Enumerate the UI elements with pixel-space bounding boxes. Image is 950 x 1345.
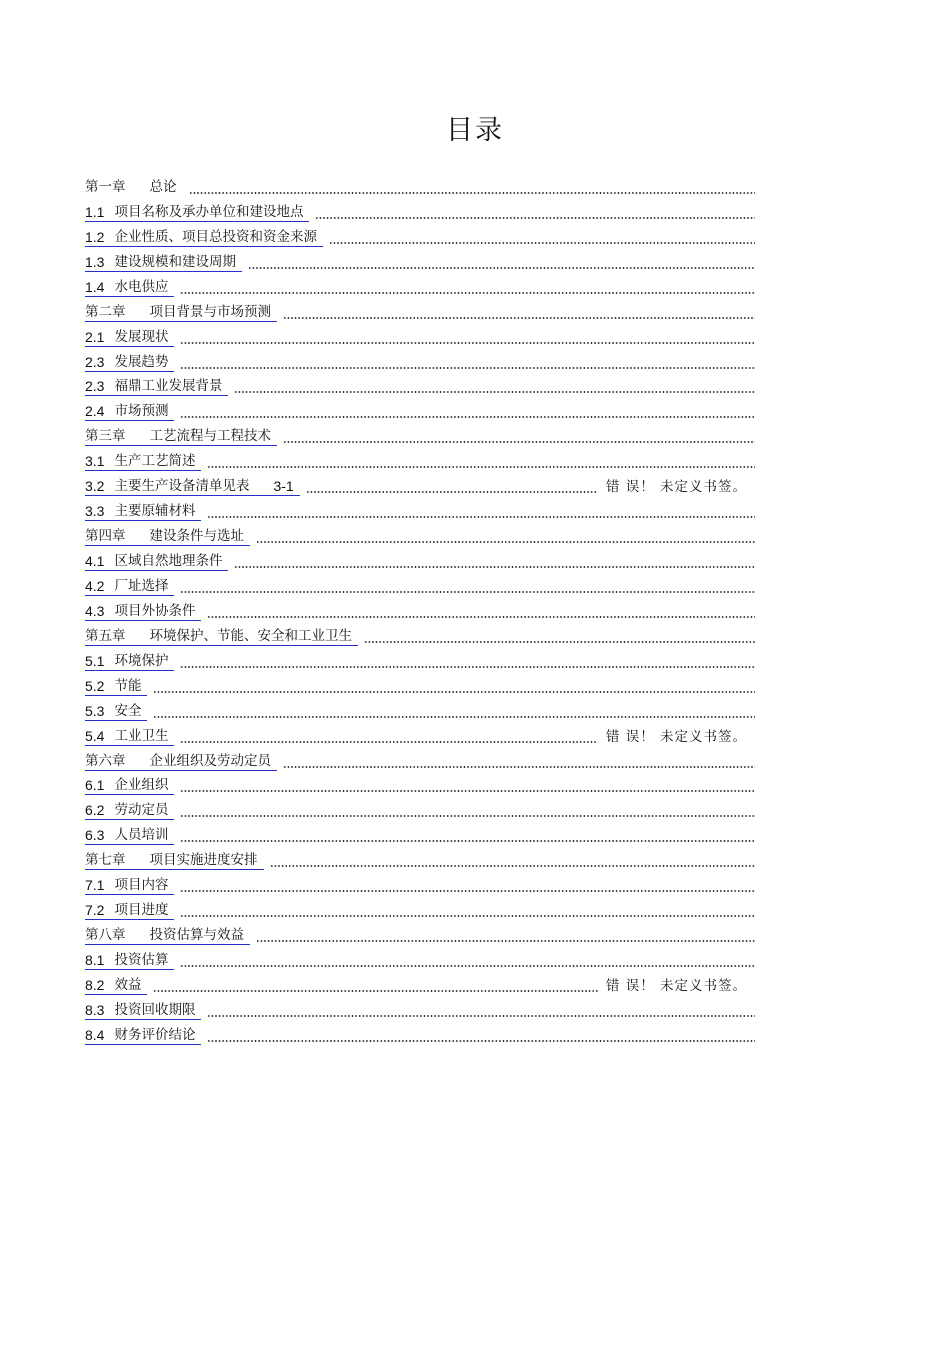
toc-entry-link[interactable] [85,377,228,396]
toc-entry-number: 1.2 [85,228,105,245]
toc-entry[interactable] [85,970,747,995]
toc-entry-label: 环境保护 [114,652,169,669]
toc-entry-link[interactable] [85,328,174,347]
dot-leader [270,865,756,867]
toc-entry[interactable] [85,471,747,496]
dot-leader [180,965,755,967]
toc-entry-number: 7.1 [85,877,105,894]
toc-entry-number: 1.4 [85,278,105,295]
toc-entry[interactable] [85,446,755,471]
toc-entry-link[interactable] [85,702,147,721]
dot-leader [234,566,755,568]
toc-entry[interactable] [85,920,755,945]
toc-entry-label: 项目内容 [114,877,169,894]
toc-entry[interactable] [85,222,755,247]
toc-entry[interactable] [85,895,755,920]
dot-leader [180,840,755,842]
toc-entry-label: 项目进度 [114,902,169,919]
toc-entry-link[interactable] [85,577,174,596]
dot-leader [180,591,755,593]
toc-entry-number: 2.3 [85,353,105,370]
toc-entry-table-ref: 3-1 [273,478,294,495]
dot-leader [283,317,755,319]
toc-entry[interactable] [85,646,755,671]
toc-entry-page-ref: 错 误！ 未定义书签。 [605,977,747,994]
toc-entry-link[interactable] [85,477,300,496]
toc-entry-link[interactable] [85,901,174,920]
dot-leader [207,466,755,468]
toc-entry-label: 节能 [114,677,142,694]
toc-entry-label: 企业性质、项目总投资和资金来源 [114,228,317,245]
toc-entry[interactable] [85,845,755,870]
toc-entry-label: 市场预测 [114,403,169,420]
toc-entry-label: 项目名称及承办单位和建设地点 [114,203,304,220]
toc-entry-page-ref: 错 误！ 未定义书签。 [605,728,747,745]
toc-entry-number: 7.2 [85,902,105,919]
toc-entry-link[interactable] [85,627,358,646]
toc-entry[interactable] [85,671,755,696]
toc-entry-label: 劳动定员 [114,802,169,819]
toc-entry-number: 8.4 [85,1026,105,1043]
toc-entry-label: 主要生产设备清单见表 [114,478,250,495]
toc-entry-link[interactable] [85,253,242,272]
toc-entry-page-ref: 错 误！ 未定义书签。 [605,479,747,496]
toc-entry-label: 环境保护、节能、安全和工业卫生 [149,627,352,644]
toc-entry-link[interactable] [85,228,323,247]
toc-entry[interactable] [85,771,755,796]
toc-entry[interactable] [85,272,755,297]
toc-entry-link[interactable] [85,776,174,795]
toc-entry-label: 投资估算 [114,952,169,968]
toc-entry-link[interactable] [85,1001,201,1020]
dot-leader [207,516,755,518]
toc-entry-label: 企业组织 [114,777,169,794]
dot-leader [180,741,597,743]
table-of-contents [85,172,755,1045]
toc-entry-label: 水电供应 [114,278,169,295]
toc-entry-label: 工业卫生 [114,727,169,744]
dot-leader [256,940,755,942]
toc-entry-link[interactable] [85,951,174,970]
toc-entry[interactable] [85,621,755,646]
toc-entry-number: 1.1 [85,203,105,220]
dot-leader [207,1040,755,1042]
toc-entry-number: 2.1 [85,328,105,345]
toc-entry-number: 6.3 [85,827,105,844]
toc-entry-link[interactable] [85,677,147,696]
toc-entry-link[interactable] [85,552,228,571]
toc-entry[interactable] [85,571,755,596]
toc-entry-number: 第七章 [85,852,126,869]
toc-entry-link[interactable] [85,752,277,771]
toc-entry-number: 4.3 [85,602,105,619]
toc-entry-link[interactable] [85,527,250,546]
toc-entry-link[interactable] [85,178,183,197]
toc-entry-number: 2.4 [85,403,105,420]
toc-entry-number: 3.3 [85,503,105,520]
toc-entry[interactable] [85,322,755,347]
toc-entry-label: 建设规模和建设周期 [114,253,236,270]
toc-entry-number: 5.4 [85,727,105,744]
toc-entry-label: 总论 [149,178,177,195]
toc-entry[interactable] [85,1020,755,1045]
toc-entry-number: 3.1 [85,453,105,470]
dot-leader [234,391,755,393]
toc-entry-label: 效益 [114,976,142,993]
toc-entry[interactable] [85,197,755,222]
dot-leader [153,990,597,992]
dot-leader [153,691,755,693]
toc-entry-label: 投资估算与效益 [149,927,244,944]
toc-entry-label: 投资回收期限 [114,1001,196,1018]
toc-entry-number: 5.3 [85,702,105,719]
toc-entry-link[interactable] [85,851,264,870]
dot-leader [180,815,755,817]
toc-entry[interactable] [85,347,755,372]
dot-leader [306,491,598,493]
toc-entry-label: 财务评价结论 [114,1026,196,1043]
toc-entry-link[interactable] [85,826,174,845]
toc-entry-number: 第四章 [85,528,126,545]
toc-entry-link[interactable] [85,452,201,471]
dot-leader [180,367,755,369]
toc-entry-link[interactable] [85,427,277,446]
toc-entry-number: 3.2 [85,478,105,495]
toc-entry[interactable] [85,521,755,546]
dot-leader [329,242,755,244]
toc-entry[interactable] [85,297,755,322]
toc-entry-number: 8.2 [85,976,105,993]
dot-leader [207,616,755,618]
toc-entry-number: 5.1 [85,652,105,669]
page-title: 目录 [446,115,504,146]
toc-entry[interactable] [85,396,755,421]
dot-leader [256,541,755,543]
toc-entry[interactable] [85,596,755,621]
dot-leader [180,890,755,892]
toc-entry-label: 建设条件与选址 [149,528,244,545]
toc-entry-link[interactable] [85,727,174,746]
toc-entry-number: 8.1 [85,952,105,968]
toc-entry-link[interactable] [85,876,174,895]
toc-entry[interactable] [85,172,755,197]
dot-leader [153,716,755,718]
toc-entry-number: 第八章 [85,927,126,944]
toc-entry-number: 第五章 [85,627,126,644]
toc-entry[interactable] [85,696,755,721]
toc-entry-link[interactable] [85,801,174,820]
toc-entry-link[interactable] [85,976,147,995]
toc-entry[interactable] [85,820,755,845]
toc-entry-link[interactable] [85,602,201,621]
toc-entry-number: 4.1 [85,553,105,569]
dot-leader [180,790,755,792]
dot-leader [180,666,755,668]
toc-entry[interactable] [85,546,755,571]
toc-entry-label: 发展趋势 [114,353,169,370]
dot-leader [283,441,755,443]
toc-entry-number: 6.2 [85,802,105,819]
toc-entry[interactable] [85,421,755,446]
toc-entry-label: 福鼎工业发展背景 [114,378,223,395]
toc-entry-number: 2.3 [85,378,105,395]
toc-entry-label: 人员培训 [114,827,169,844]
dot-leader [207,1015,755,1017]
toc-entry-number: 第六章 [85,752,126,769]
toc-entry[interactable] [85,496,755,521]
toc-entry-link[interactable] [85,1026,201,1045]
toc-entry-link[interactable] [85,203,309,222]
toc-entry-label: 主要原辅材料 [114,503,196,520]
toc-entry-label: 发展现状 [114,328,169,345]
toc-entry-link[interactable] [85,926,250,945]
toc-entry-number: 第二章 [85,303,126,320]
dot-leader [189,192,756,194]
toc-entry[interactable] [85,945,755,970]
toc-entry-link[interactable] [85,353,174,372]
toc-entry-number: 5.2 [85,677,105,694]
dot-leader [248,267,755,269]
toc-entry-number: 第三章 [85,428,126,445]
toc-entry-link[interactable] [85,502,201,521]
dot-leader [180,342,755,344]
toc-entry-label: 项目外协条件 [114,602,196,619]
dot-leader [180,416,755,418]
toc-entry-label: 厂址选择 [114,577,169,594]
toc-entry[interactable] [85,746,755,771]
toc-entry[interactable] [85,372,755,397]
toc-entry-label: 生产工艺简述 [114,453,196,470]
toc-entry-label: 项目背景与市场预测 [149,303,271,320]
toc-entry-number: 8.3 [85,1001,105,1018]
toc-entry-link[interactable] [85,278,174,297]
toc-entry[interactable] [85,870,755,895]
toc-entry[interactable] [85,795,755,820]
toc-entry-label: 安全 [114,702,142,719]
toc-entry-number: 4.2 [85,577,105,594]
toc-entry-label: 区域自然地理条件 [114,553,223,569]
toc-entry-label: 项目实施进度安排 [149,852,258,869]
toc-entry[interactable] [85,995,755,1020]
dot-leader [364,641,755,643]
dot-leader [283,766,755,768]
toc-entry-link[interactable] [85,402,174,421]
toc-entry-number: 1.3 [85,253,105,270]
dot-leader [180,292,755,294]
toc-entry-number: 第一章 [85,178,126,195]
toc-entry-link[interactable] [85,303,277,322]
dot-leader [315,217,755,219]
dot-leader [180,915,755,917]
toc-entry-label: 工艺流程与工程技术 [149,428,271,445]
toc-entry-number: 6.1 [85,777,105,794]
toc-entry[interactable] [85,247,755,272]
toc-entry[interactable] [85,721,747,746]
toc-entry-label: 企业组织及劳动定员 [149,752,271,769]
toc-entry-link[interactable] [85,652,174,671]
